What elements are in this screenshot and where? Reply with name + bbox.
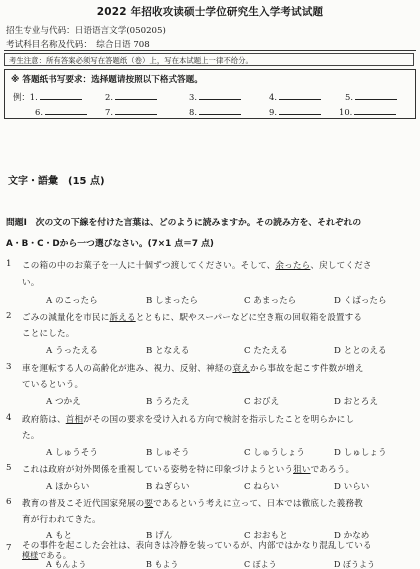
example-label: 6. — [35, 107, 43, 117]
answer-option: B げん — [146, 531, 173, 541]
answer-blank — [45, 106, 87, 115]
underlined-word: 狙い — [293, 465, 311, 475]
example-label: 5. — [345, 92, 353, 102]
question-text-line: ごみの減量化を市民に訴えるとともに、駅やスーパーなどに空き瓶の回収箱を設置する — [22, 313, 363, 323]
answer-option: A つかえ — [46, 397, 81, 407]
answer-option: B ねぎらい — [146, 482, 190, 492]
answer-option: D いらい — [334, 482, 370, 492]
question-number: 1 — [6, 259, 12, 269]
answer-option: D しゅしょう — [334, 448, 387, 458]
question-text-line: 政府筋は、首相がその国の要求を受け入れる方向で検討を指示したことを明らかにし — [22, 415, 355, 425]
question-number: 6 — [6, 497, 12, 507]
question-number: 4 — [6, 413, 12, 423]
answer-option: D ととのえる — [334, 346, 387, 356]
example-label: 7. — [105, 107, 113, 117]
answer-option: B しゅそう — [146, 448, 190, 458]
answer-blank — [354, 106, 396, 115]
answer-option: B うろたえ — [146, 397, 190, 407]
answer-option: A もんよう — [46, 560, 87, 569]
answer-option: D ぼうよう — [334, 560, 375, 569]
question-prompt-line-1: 問題Ⅰ 次の文の下線を付けた言葉は、どのように読みますか。その読み方を、それぞれの — [6, 218, 362, 228]
answer-option: A うったえる — [46, 346, 98, 356]
underlined-word: 訴える — [109, 313, 136, 323]
answer-option: B となえる — [146, 346, 190, 356]
question-text-line: 育が行われてきた。 — [22, 515, 101, 525]
answer-option: D かなめ — [334, 531, 370, 541]
question-text-line: 模様である。 — [22, 551, 71, 560]
question-number: 7 — [6, 543, 12, 553]
answer-option: C あまったら — [244, 296, 297, 306]
answer-option: A もと — [46, 531, 73, 541]
question-text-line: た。 — [22, 431, 40, 441]
example-label: 例：1. — [13, 92, 38, 102]
answer-blank — [199, 106, 241, 115]
answer-option: C たたえる — [244, 346, 288, 356]
answer-option: C おおもと — [244, 531, 288, 541]
answer-option: B もよう — [146, 560, 179, 569]
example-label: 9. — [269, 107, 277, 117]
answer-format-heading: ※ 答题纸书写要求：选择题请按照以下格式答题。 — [11, 75, 203, 85]
section-title: 文字・語彙 (15 点) — [8, 176, 105, 187]
answer-option: B しまったら — [146, 296, 199, 306]
question-number: 5 — [6, 463, 12, 473]
answer-option: C しゅうしょう — [244, 448, 305, 458]
answer-blank — [279, 106, 321, 115]
answer-option: A のこったら — [46, 296, 98, 306]
example-label: 4. — [269, 92, 277, 102]
question-text-line: その事件を起こした会社は、表向きは冷静を装っているが、内部ではかなり混乱している — [22, 541, 372, 551]
example-label: 8. — [189, 107, 197, 117]
answer-option: D くばったら — [334, 296, 387, 306]
subject-line: 考试科目名称及代码： 综合日语 708 — [6, 40, 150, 50]
answer-blank — [355, 91, 397, 100]
question-text-line: ているという。 — [22, 380, 84, 390]
exam-title: 2022 年招收攻读硕士学位研究生入学考试试题 — [96, 6, 324, 18]
question-number: 3 — [6, 362, 12, 372]
question-text-line: これは政府が対外関係を重視している姿勢を特に印象づけようという狙いであろう。 — [22, 465, 355, 475]
question-text-line: ことにした。 — [22, 329, 75, 339]
answer-option: C ねらい — [244, 482, 280, 492]
underlined-word: 首相 — [65, 415, 84, 425]
example-label: 3. — [189, 92, 197, 102]
answer-format-box — [4, 69, 416, 119]
answer-blank — [115, 106, 157, 115]
underlined-word: 模様 — [22, 551, 39, 560]
question-text-line: い。 — [22, 278, 40, 288]
header-rule — [4, 50, 416, 51]
question-prompt-line-2: A・B・C・Dから一つ選びなさい。(7×1 点＝7 点) — [6, 239, 214, 249]
example-label: 10. — [339, 107, 353, 117]
question-number: 2 — [6, 311, 12, 321]
example-label: 2. — [105, 92, 113, 102]
underlined-word: 余ったら — [275, 261, 311, 271]
answer-blank — [115, 91, 157, 100]
answer-option: A しゅうそう — [46, 448, 98, 458]
underlined-word: 衰え — [232, 364, 250, 374]
question-text-line: この箱の中のお菓子を一人に十個ずつ渡してください。そして、余ったら、戻してくださ — [22, 261, 372, 271]
answer-blank — [199, 91, 241, 100]
notice-box: 考生注意：所有答案必须写在答题纸（卷）上，写在本试题上一律不给分。 — [4, 53, 414, 66]
answer-option: C ぼよう — [244, 560, 277, 569]
answer-blank — [40, 91, 82, 100]
answer-option: D おとろえ — [334, 397, 378, 407]
underlined-word: 要 — [144, 499, 154, 509]
question-text-line: 車を運転する人の高齢化が進み、視力、反射、神経の衰えから事故を起こす件数が増え — [22, 364, 364, 374]
answer-option: A ほからい — [46, 482, 90, 492]
answer-blank — [279, 91, 321, 100]
question-text-line: 教育の普及こそ近代国家発展の要であるという考えに立って、日本では徹底した義務教 — [22, 499, 363, 509]
major-line: 招生专业与代码：日语语言文学(050205) — [6, 26, 166, 36]
answer-option: C おびえ — [244, 397, 280, 407]
